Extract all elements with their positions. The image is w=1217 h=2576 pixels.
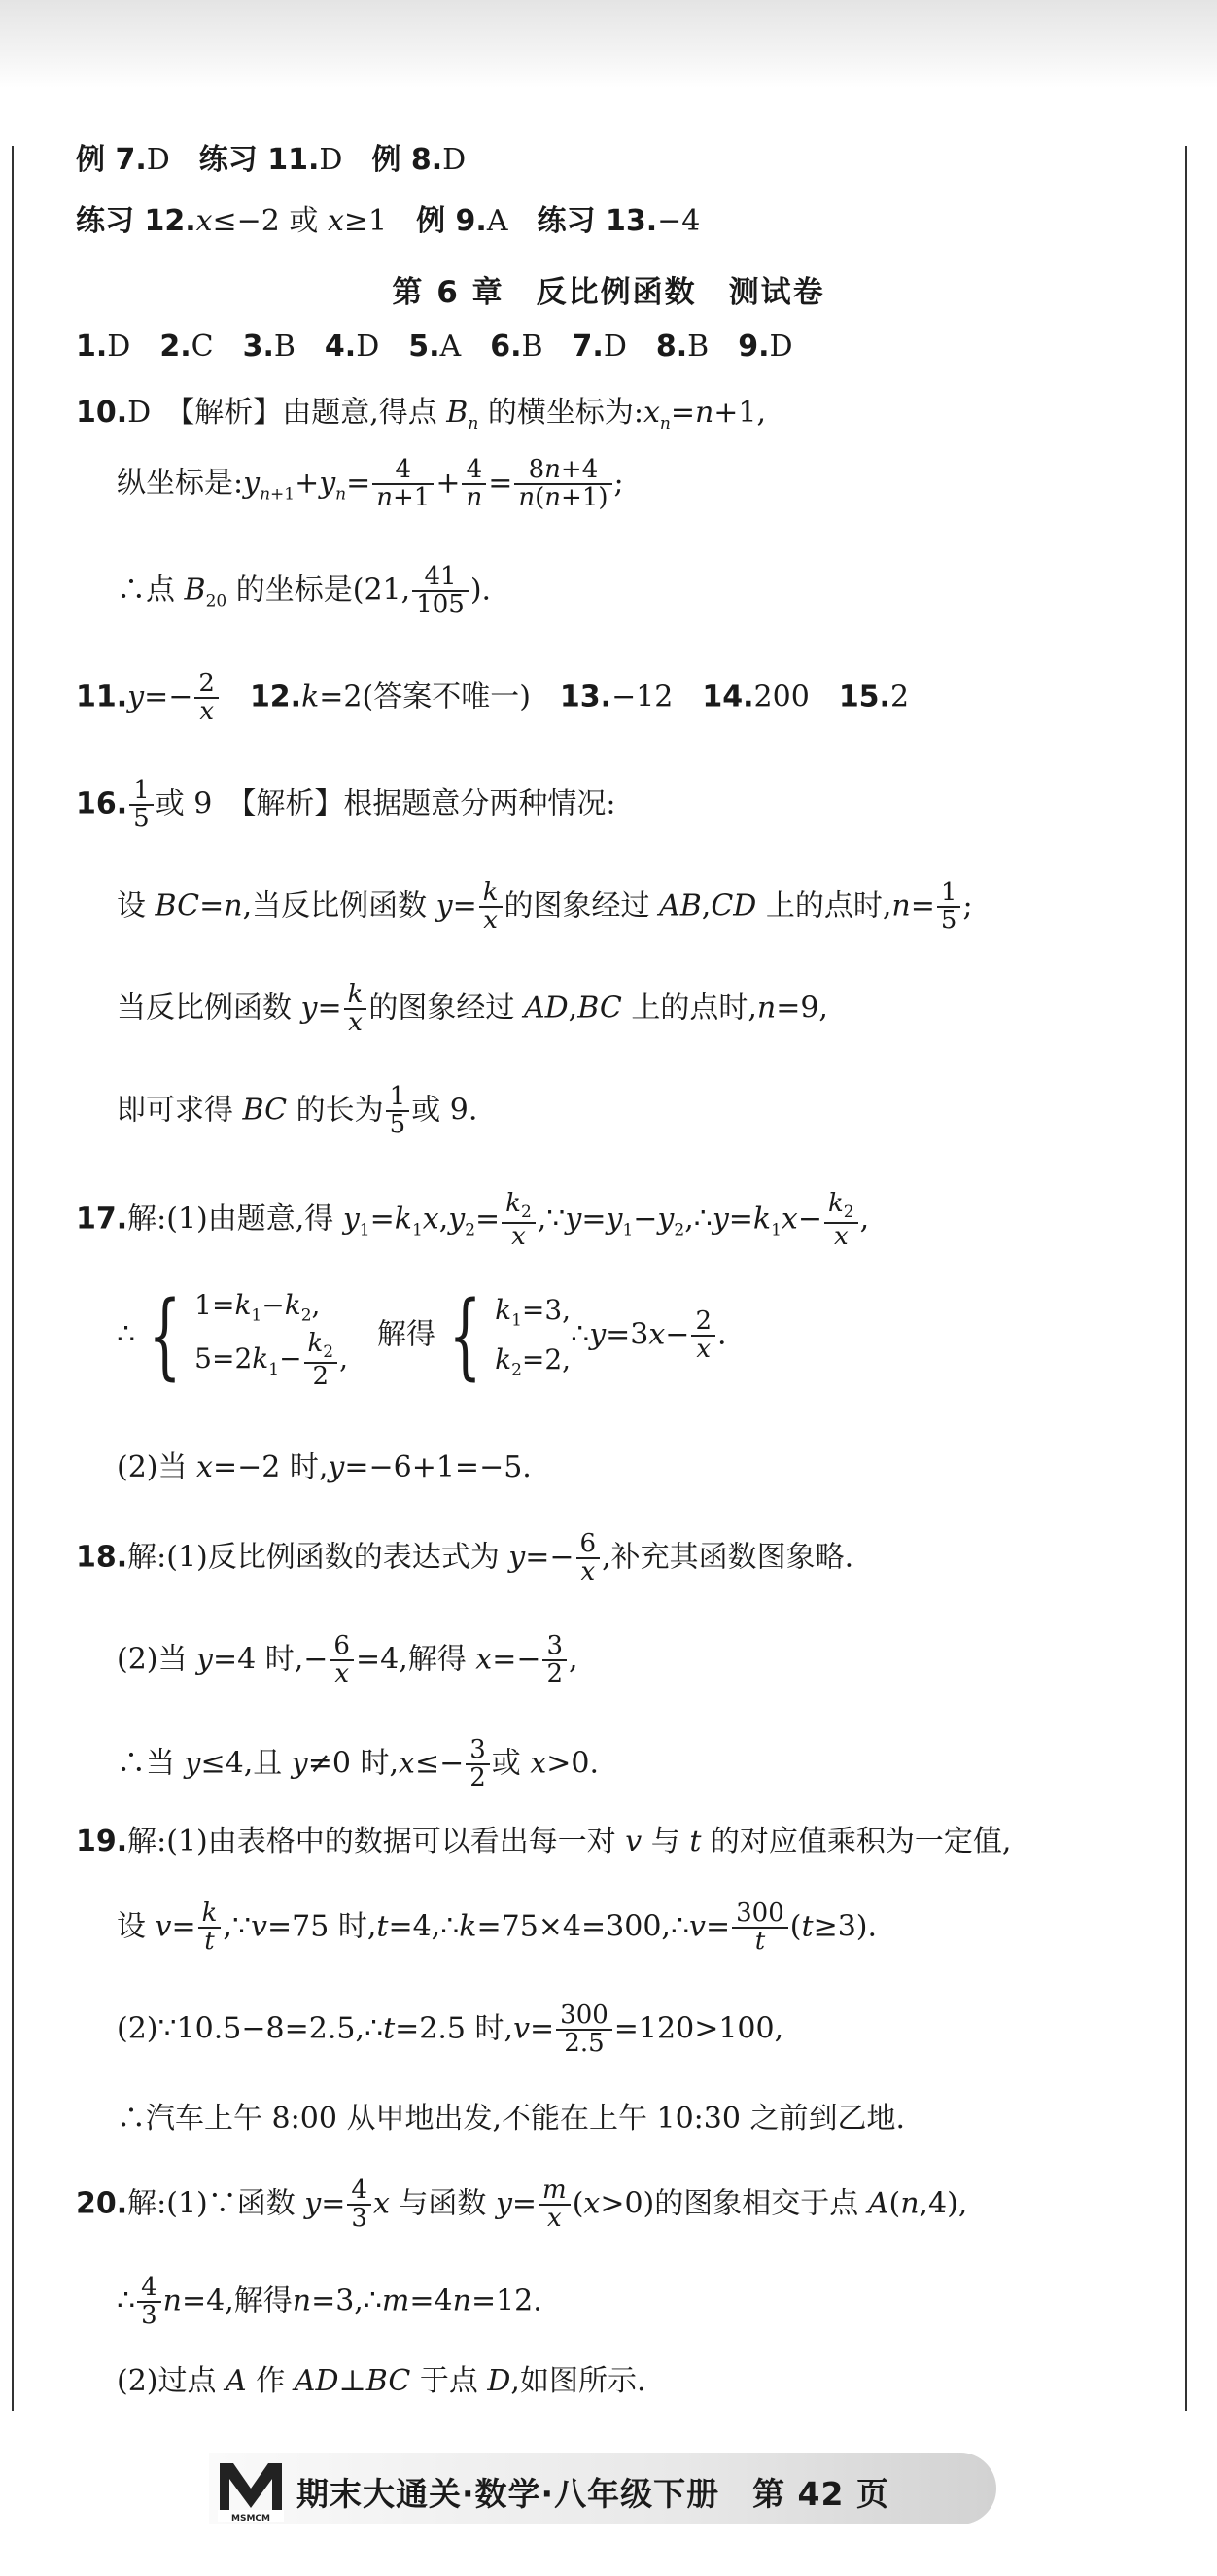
q19-line2: 设 v= $\frac{k}{t}$ ,∵v=75 时,t=4,∴k=75×4=300,∴v= $\frac{300}{t}$ (t≥3). [117, 1898, 878, 1957]
q10-head: 10.D 【解析】由题意,得点 $B_n$ 的横坐标为$:x_n=n+1$, [76, 396, 767, 434]
q18-line3: ∴当 y≤4,且 y≠0 时,x≤− $\frac{3}{2}$ 或 x>0. [117, 1735, 600, 1793]
answer-row-1: 例 7.D 练习 11.D 例 8.D [76, 143, 467, 177]
q16-line4: 即可求得 BC 的长为 $\frac{1}{5}$ 或 9. [117, 1082, 478, 1140]
choice-answers: 1.D 2.C 3.B 4.D 5.A 6.B 7.D 8.B 9.D [76, 330, 793, 364]
q18-line1: 18.解:(1)反比例函数的表达式为 y=− $\frac{6}{x}$ ,补充其函数图象略. [76, 1529, 854, 1587]
q19-line1: 19.解:(1)由表格中的数据可以看出每一对 v 与 t 的对应值乘积为一定值, [76, 1825, 1012, 1859]
q19-line3: (2)∵10.5−8=2.5,∴t=2.5 时,v= $\frac{300}{2.5}$ =120>100, [117, 2001, 784, 2059]
q20-line3: (2)过点 A 作 AD⊥BC 于点 D,如图所示. [117, 2364, 646, 2398]
chapter-title: 第 6 章 反比例函数 测试卷 [392, 275, 825, 310]
answer-row-2: 练习 12.x≤−2 或 x≥1 例 9.A 练习 13.−4 [76, 204, 701, 238]
right-border [1185, 146, 1187, 2411]
q16-line2: 设 BC=n,当反比例函数 y= $\frac{k}{x}$ 的图象经过 AB,CD 上的点时,n= $\frac{1}{5}$ ; [117, 878, 973, 936]
q19-line4: ∴汽车上午 8:00 从甲地出发,不能在上午 10:30 之前到乙地. [117, 2102, 906, 2136]
q16-line3: 当反比例函数 y= $\frac{k}{x}$ 的图象经过 AD,BC 上的点时,n=9, [117, 980, 828, 1038]
q17-line2: ∴ { $1=k_1-k_2$, $5=2k_1-$ $\frac{k_2}{2}$ , 解得 { $k_1=3$, $k_2=2,\therefore y=3x-$ $\frac{2}{x}$ . [117, 1281, 727, 1392]
q20-line2: ∴ $\frac{4}{3}$ n=4,解得n=3,∴m=4n=12. [117, 2273, 542, 2331]
q10-line2: 纵坐标是$:y_{n+1}+y_n=$ $\frac{4}{n+1}$ + $\frac{4}{n}$ = $\frac{8n+4}{n(n+1)}$ ; [117, 455, 624, 513]
q20-line1: 20.解:(1)∵函数 y= $\frac{4}{3}$ x 与函数 y= $\frac{m}{x}$ (x>0)的图象相交于点 A(n,4), [76, 2176, 968, 2234]
footer-text: 期末大通关·数学·八年级下册 第 42 页 [296, 2475, 889, 2513]
q10-line3: ∴点 $B_{20}$ 的坐标是(21, $\frac{41}{105}$ ). [117, 562, 492, 620]
q18-line2: (2)当 y=4 时,− $\frac{6}{x}$ =4,解得 x=− $\frac{3}{2}$ , [117, 1631, 578, 1689]
publisher-logo [216, 2455, 286, 2524]
q17-line1: 17.解:(1)由题意,得 $y_1=k_1x,y_2=$ $\frac{k_2}{x}$ $,\because y=y_1-y_2,\therefore y=k_1x-$ $\frac{k_2}{x}$ , [76, 1189, 870, 1252]
q17-line3: (2)当 x=−2 时,y=−6+1=−5. [117, 1450, 532, 1484]
top-shadow [0, 0, 1217, 87]
q16-head: 16. $\frac{1}{5}$ 或 9 【解析】根据题意分两种情况: [76, 776, 616, 834]
left-border [12, 146, 14, 2411]
answers-11-15: 11.y=− $\frac{2}{x}$ 12.k=2(答案不唯一) 13.−12 14.200 15.2 [76, 669, 910, 727]
svg-text:MSMCM: MSMCM [231, 2514, 270, 2524]
